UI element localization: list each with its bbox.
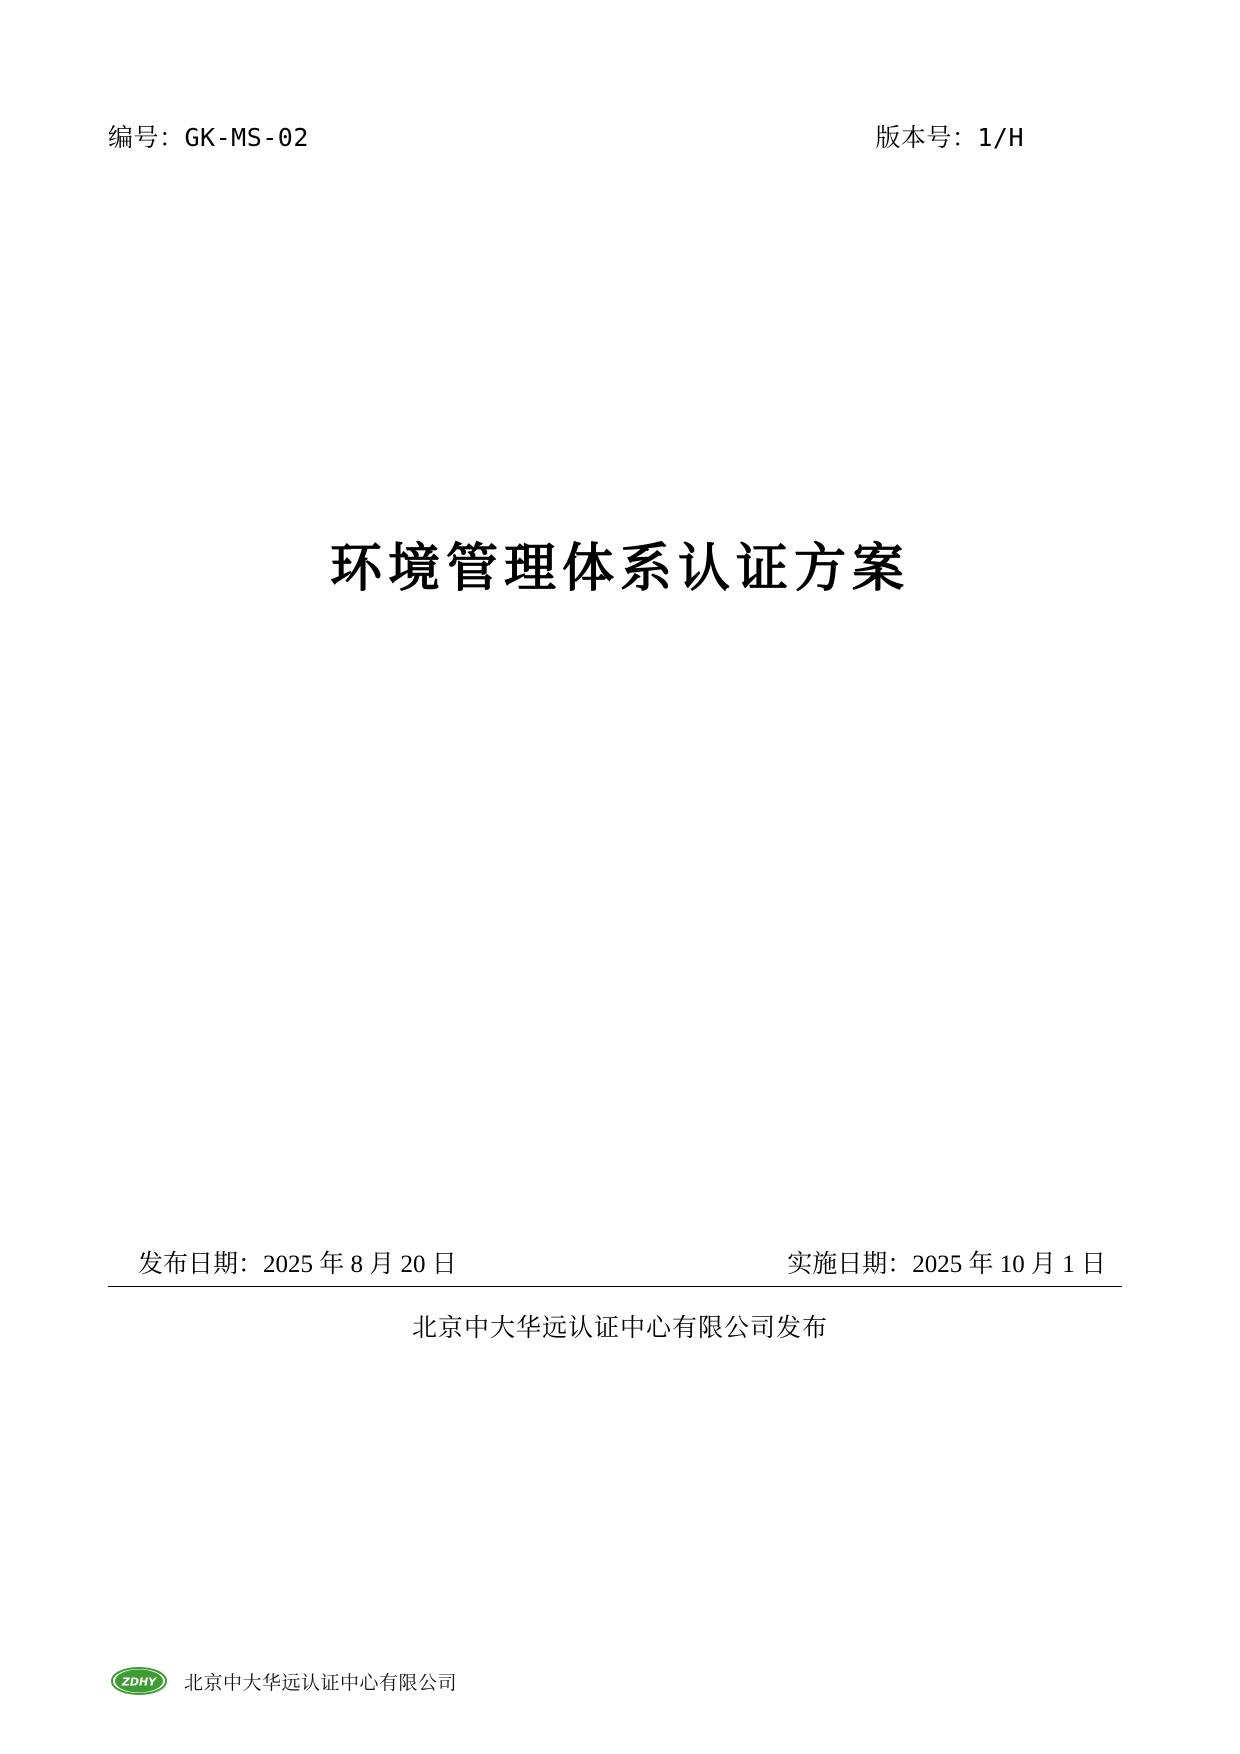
document-header [108,118,1024,154]
publisher-line: 北京中大华远认证中心有限公司发布 [411,1315,828,1342]
page-footer [108,1666,457,1696]
document-code: 编号：GK-MS-02 [108,123,309,152]
dates-row [108,1244,1122,1287]
zdhy-logo-icon [108,1666,170,1696]
title-block [0,500,1240,637]
issue-date: 发布日期：2025 年 8 月 20 日 [138,1251,457,1278]
svg-text:ZDHY: ZDHY [121,1675,157,1689]
page-title: 环境管理体系认证方案 [329,537,910,599]
effective-date: 实施日期：2025 年 10 月 1 日 [787,1251,1106,1278]
footer-organization-name: 北京中大华远认证中心有限公司 [184,1672,458,1694]
document-version: 版本号：1/H [875,123,1024,152]
